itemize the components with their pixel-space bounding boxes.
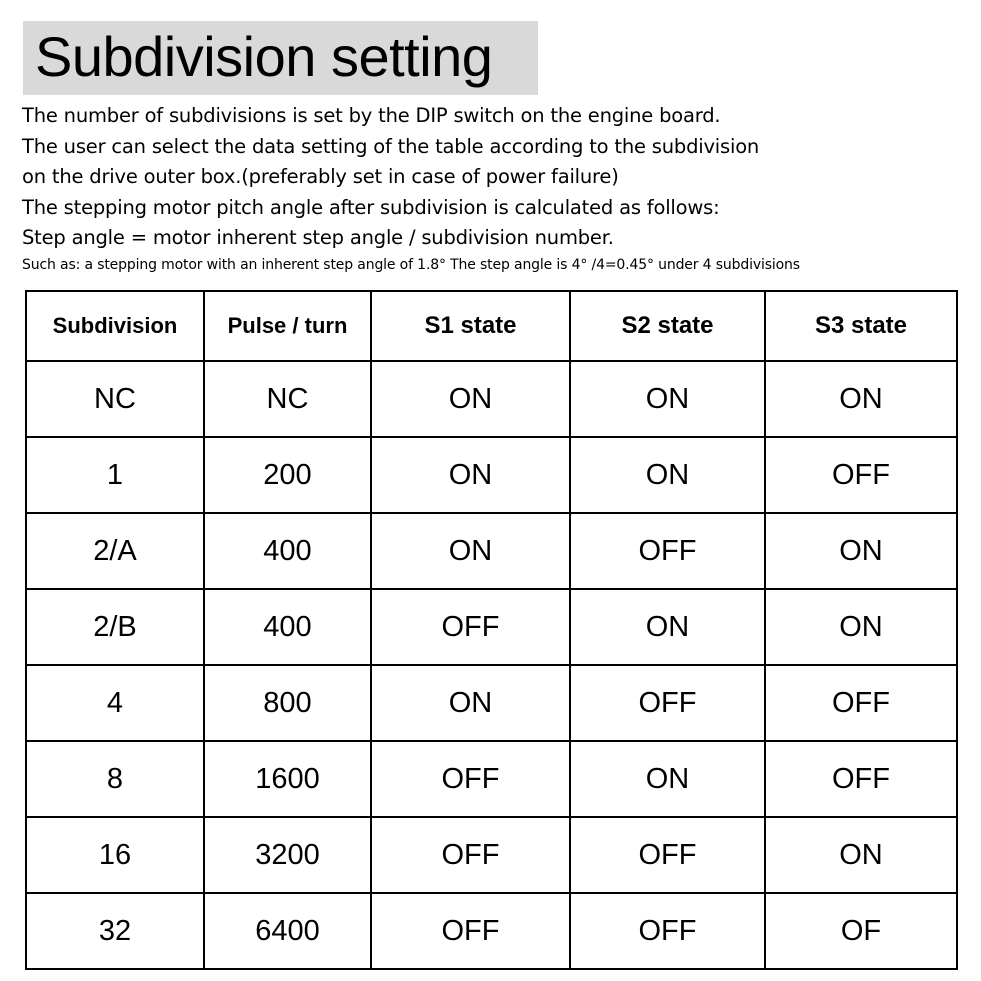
cell-s1-state: OFF	[371, 589, 570, 665]
cell-s3-state: OFF	[765, 437, 957, 513]
description-line-4: The stepping motor pitch angle after subdivision is calculated as follows:	[22, 195, 720, 219]
table-row	[26, 741, 957, 817]
title-banner	[23, 21, 538, 95]
description-line-3: on the drive outer box.(preferably set in case of power failure)	[22, 165, 619, 188]
cell-pulse-per-turn: NC	[204, 361, 371, 437]
table-row	[26, 893, 957, 969]
cell-pulse-per-turn: 400	[204, 513, 371, 589]
table-row	[26, 513, 957, 589]
cell-s2-state: OFF	[570, 893, 765, 969]
cell-subdivision: 8	[26, 741, 204, 817]
cell-s3-state: ON	[765, 589, 957, 665]
table-row	[26, 361, 957, 437]
header-s1-state: S1 state	[371, 291, 570, 361]
cell-subdivision: 1	[26, 437, 204, 513]
cell-s3-state: ON	[765, 513, 957, 589]
cell-s2-state: ON	[570, 589, 765, 665]
cell-subdivision: 32	[26, 893, 204, 969]
cell-s1-state: OFF	[371, 893, 570, 969]
description-line-2: The user can select the data setting of the table according to the subdivision	[22, 134, 760, 158]
cell-s1-state: OFF	[371, 741, 570, 817]
cell-s2-state: ON	[570, 361, 765, 437]
cell-pulse-per-turn: 3200	[204, 817, 371, 893]
table-row	[26, 665, 957, 741]
header-s2-state: S2 state	[570, 291, 765, 361]
cell-s3-state: OFF	[765, 665, 957, 741]
subdivision-table	[25, 290, 958, 970]
cell-pulse-per-turn: 800	[204, 665, 371, 741]
cell-subdivision: 4	[26, 665, 204, 741]
cell-s1-state: ON	[371, 361, 570, 437]
description-block	[22, 101, 972, 276]
table-row	[26, 437, 957, 513]
cell-s1-state: ON	[371, 665, 570, 741]
cell-s2-state: OFF	[570, 817, 765, 893]
page-title: Subdivision setting	[35, 25, 493, 88]
cell-s3-state: ON	[765, 361, 957, 437]
cell-s2-state: OFF	[570, 513, 765, 589]
header-pulse-per-turn: Pulse / turn	[204, 291, 371, 361]
example-note: Such as: a stepping motor with an inherent step angle of 1.8° The step angle is 4° /4=0.45° under 4 subdivisions	[22, 256, 800, 273]
cell-subdivision: 16	[26, 817, 204, 893]
cell-s3-state: ON	[765, 817, 957, 893]
cell-s1-state: OFF	[371, 817, 570, 893]
cell-s2-state: OFF	[570, 665, 765, 741]
cell-s2-state: ON	[570, 437, 765, 513]
cell-pulse-per-turn: 1600	[204, 741, 371, 817]
cell-s2-state: ON	[570, 741, 765, 817]
table-row	[26, 589, 957, 665]
header-subdivision: Subdivision	[26, 291, 204, 361]
cell-s3-state: OF	[765, 893, 957, 969]
cell-pulse-per-turn: 200	[204, 437, 371, 513]
table-row	[26, 817, 957, 893]
cell-s3-state: OFF	[765, 741, 957, 817]
cell-subdivision: 2/B	[26, 589, 204, 665]
table-header-row	[26, 291, 957, 361]
header-s3-state: S3 state	[765, 291, 957, 361]
cell-subdivision: NC	[26, 361, 204, 437]
cell-s1-state: ON	[371, 437, 570, 513]
description-line-5: Step angle = motor inherent step angle / subdivision number.	[22, 226, 614, 249]
cell-s1-state: ON	[371, 513, 570, 589]
description-line-1: The number of subdivisions is set by the DIP switch on the engine board.	[22, 104, 721, 127]
cell-pulse-per-turn: 6400	[204, 893, 371, 969]
cell-subdivision: 2/A	[26, 513, 204, 589]
cell-pulse-per-turn: 400	[204, 589, 371, 665]
